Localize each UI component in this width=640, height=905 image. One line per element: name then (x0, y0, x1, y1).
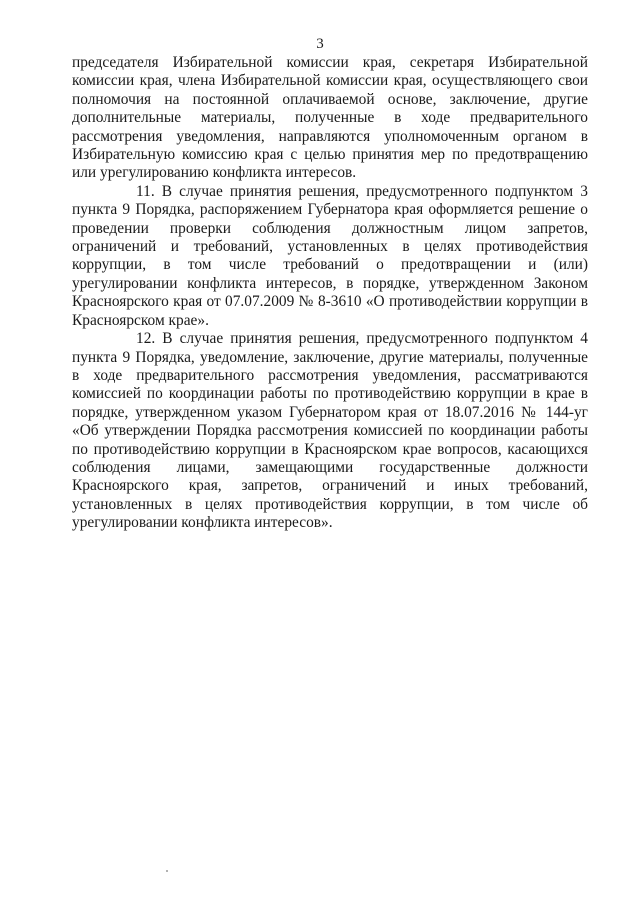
page-number: 3 (316, 36, 324, 52)
paragraph-12: 12. В случае принятия решения, предусмотренного подпунктом 4 пункта 9 Порядка, уведомление, заключение, другие материалы, полученные в ходе предварительного рассмотрения уведомления, рассматриваются комиссией по координации работы по противодействию коррупции в крае в порядке, утвержденном указом Губернатором края от 18.07.2016 № 144-уг «Об утверждении Порядка рассмотрения комиссией по координации работы по противодействию коррупции в Красноярском крае вопросов, касающихся соблюдения лицами, замещающими государственные должности Красноярского края, запретов, ограничений и иных требований, установленных в целях противодействия коррупции, в том числе об урегулировании конфликта интересов». (72, 330, 588, 532)
document-body (72, 54, 588, 533)
paragraph-continuation: председателя Избирательной комиссии края, секретаря Избирательной комиссии края, члена Избирательной комиссии края, осуществляющего свои полномочия на постоянной оплачиваемой основе, заключение, другие дополнительные материалы, полученные в ходе предварительного рассмотрения уведомления, направляются уполномоченным органом в Избирательную комиссию края с целью принятия мер по предотвращению или урегулированию конфликта интересов. (72, 54, 588, 182)
paragraph-11: 11. В случае принятия решения, предусмотренного подпунктом 3 пункта 9 Порядка, распоряжением Губернатора края оформляется решение о проведении проверки соблюдения должностным лицом запретов, ограничений и требований, установленных в целях противодействия коррупции, в том числе требований о предотвращении и (или) урегулировании конфликта интересов, в порядке, утвержденном Законом Красноярского края от 07.07.2009 № 8-3610 «О противодействии коррупции в Красноярском крае». (72, 182, 588, 329)
scan-speck (166, 870, 168, 872)
